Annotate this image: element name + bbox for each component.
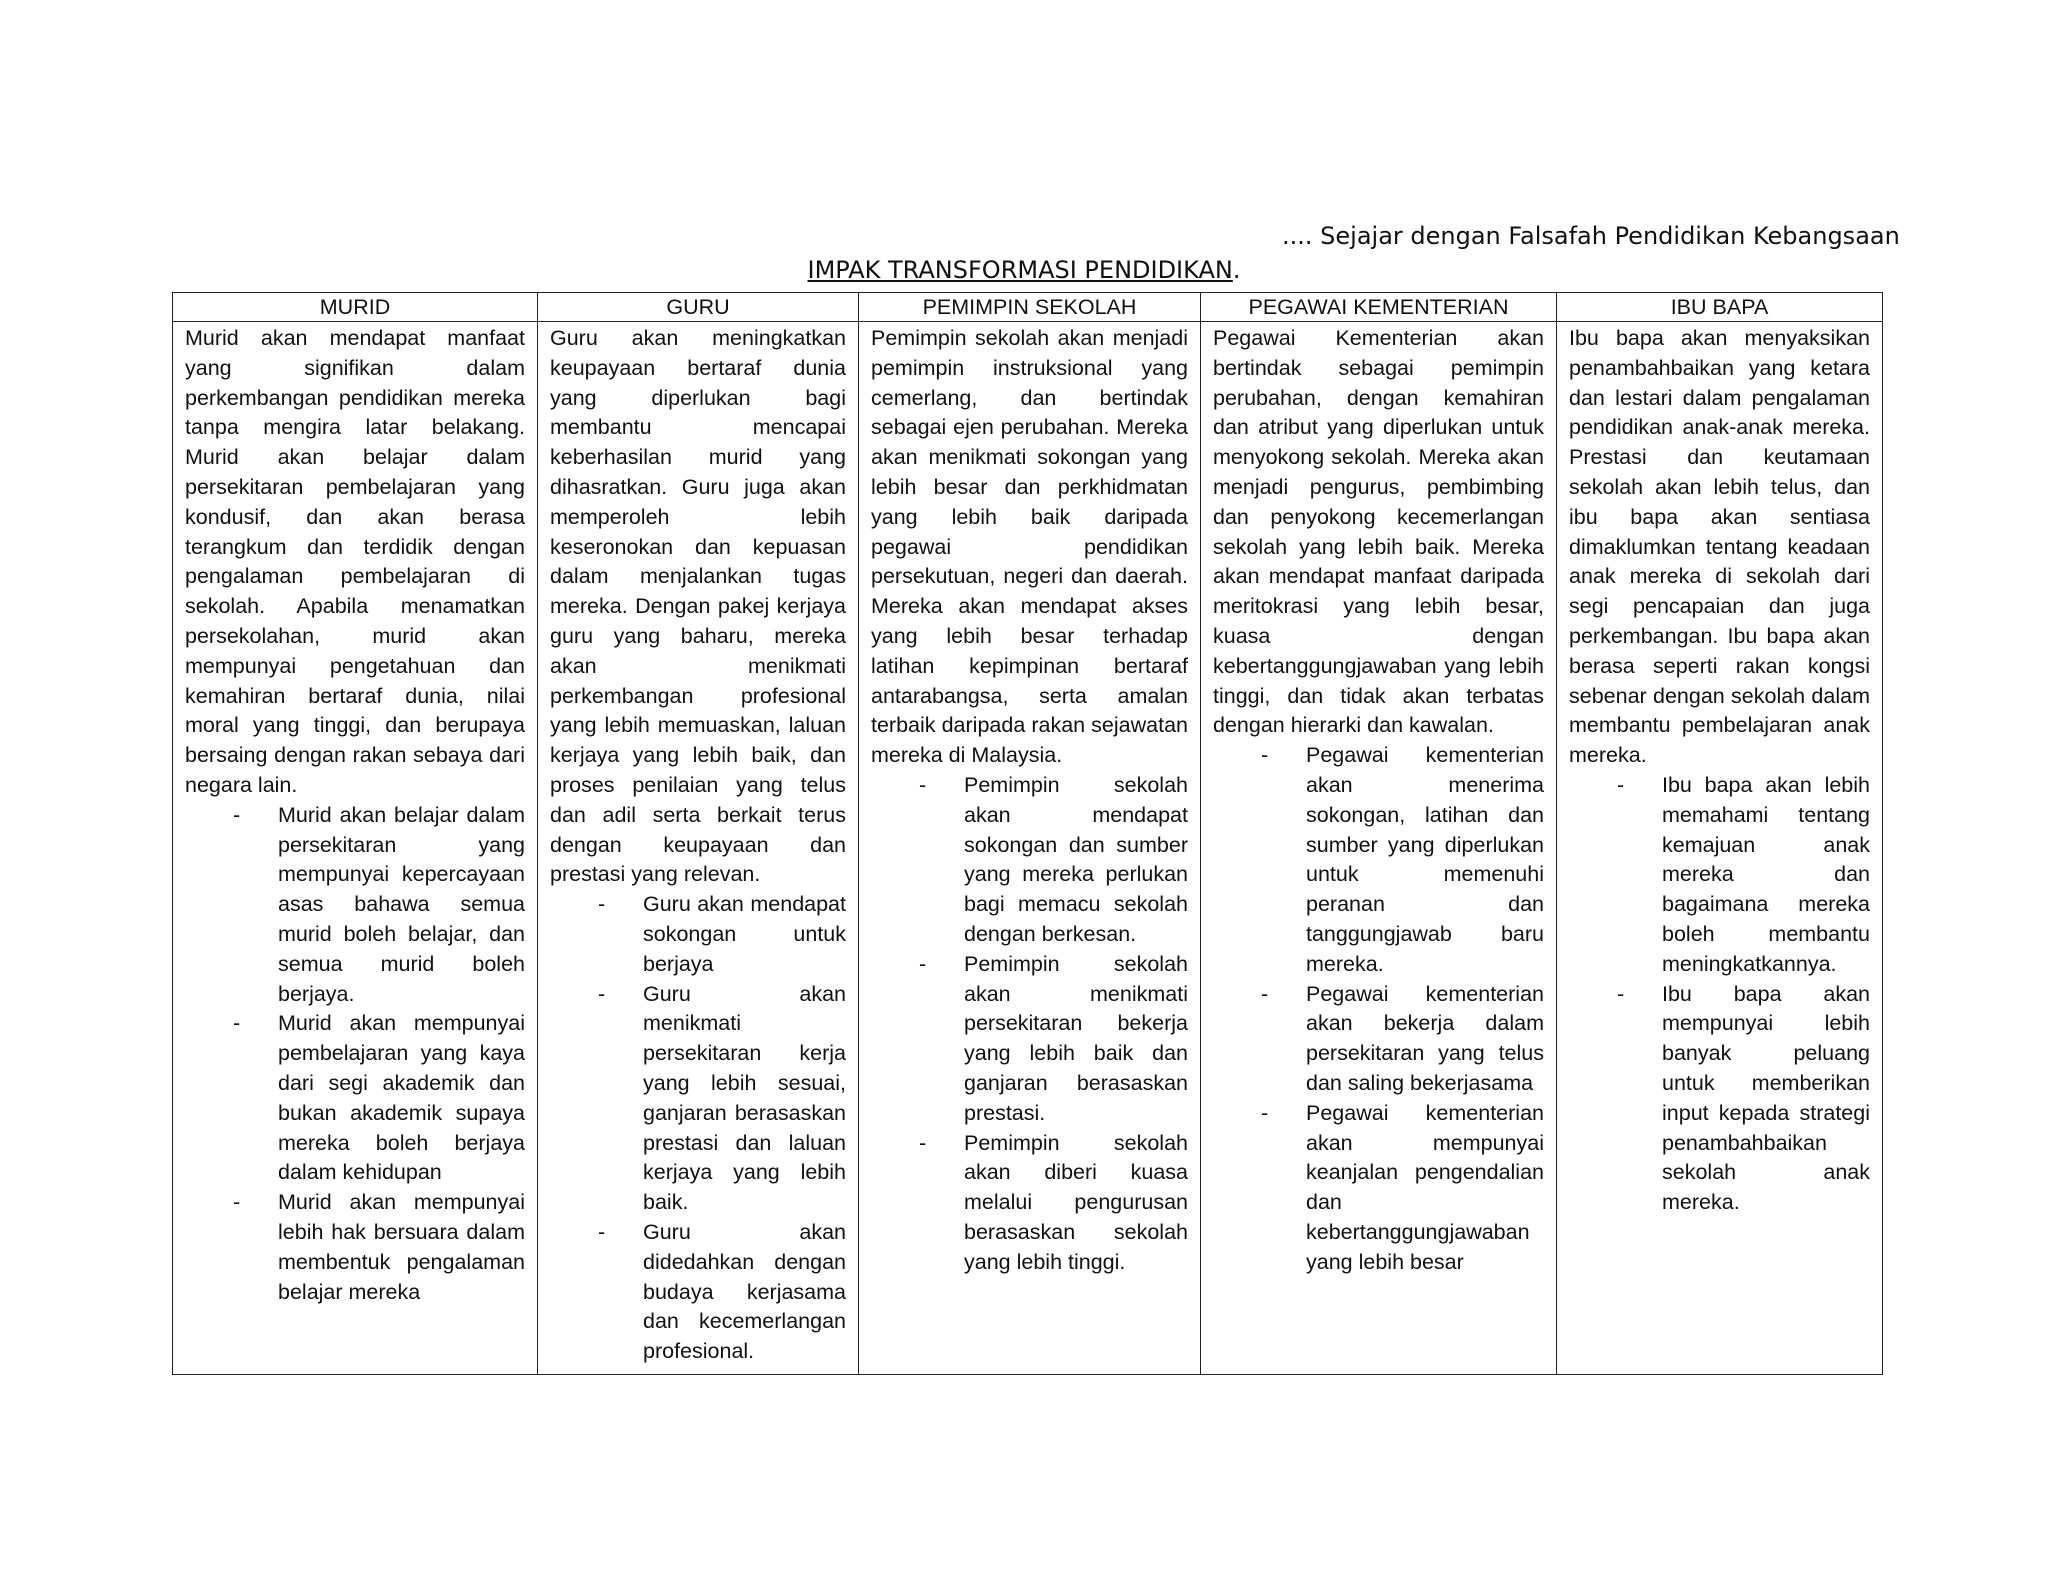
cell-pegawai-kementerian [1201,322,1557,1375]
list-item-text: Ibu bapa akan mempunyai lebih banyak peluang untuk memberikan input kepada strategi penambahbaikan sekolah anak mereka. [1662,981,1870,1215]
cell-paragraph: Guru akan meningkatkan keupayaan bertaraf dunia yang diperlukan bagi membantu mencapai keberhasilan murid yang dihasratkan. Guru juga akan memperoleh lebih keseronokan dan kepuasan dalam menjalankan tugas mereka. Dengan pakej kerjaya guru yang baharu, mereka akan menikmati perkembangan profesional yang lebih memuaskan, laluan kerjaya yang lebih baik, dan proses penilaian yang telus dan adil serta berkait terus dengan keupayaan dan prestasi yang relevan. [550,326,846,887]
list-item [185,1009,525,1188]
list-item-text: Pemimpin sekolah akan diberi kuasa melalui pengurusan berasaskan sekolah yang lebih tinggi. [964,1130,1188,1274]
page-title [0,256,2048,284]
list-item-text: Guru akan didedahkan dengan budaya kerjasama dan kecemerlangan profesional. [643,1219,846,1364]
column-header-pemimpin-sekolah: PEMIMPIN SEKOLAH [859,293,1201,322]
list-item-text: Guru akan mendapat sokongan untuk berjaya [643,892,846,976]
list-item-text: Ibu bapa akan lebih memahami tentang kemajuan anak mereka dan bagaimana mereka boleh membantu meningkatkannya. [1662,772,1870,976]
dash-bullet-icon: - [919,772,927,797]
table-header-row [173,293,1883,322]
bullet-list [1569,771,1870,1218]
dash-bullet-icon: - [1261,743,1269,768]
dash-bullet-icon: - [919,951,927,976]
list-item [550,980,846,1218]
list-item [1213,741,1544,979]
list-item-text: Pegawai kementerian akan mempunyai keanjalan pengendalian dan kebertanggungjawaban yang lebih besar [1306,1100,1544,1274]
column-header-guru: GURU [538,293,859,322]
dash-bullet-icon: - [233,1190,241,1215]
cell-murid [173,322,538,1375]
list-item-text: Pegawai kementerian akan bekerja dalam persekitaran yang telus dan saling bekerjasama [1306,981,1544,1095]
list-item-text: Pemimpin sekolah akan mendapat sokongan dan sumber yang mereka perlukan bagi memacu sekolah dengan berkesan. [964,772,1188,946]
dash-bullet-icon: - [233,802,241,827]
cell-pemimpin-sekolah [859,322,1201,1375]
cell-paragraph: Pemimpin sekolah akan menjadi pemimpin instruksional yang cemerlang, dan bertindak sebagai ejen perubahan. Mereka akan menikmati sokongan yang lebih besar dan perkhidmatan yang lebih baik daripada pegawai pendidikan persekutuan, negeri dan daerah. Mereka akan mendapat akses yang lebih besar terhadap latihan kepimpinan bertaraf antarabangsa, serta amalan terbaik daripada rakan sejawatan mereka di Malaysia. [871,326,1188,768]
bullet-list [1213,741,1544,1277]
page-title-text: IMPAK TRANSFORMASI PENDIDIKAN [807,256,1233,284]
cell-paragraph: Pegawai Kementerian akan bertindak sebagai pemimpin perubahan, dengan kemahiran dan atribut yang diperlukan untuk menyokong sekolah. Mereka akan menjadi pengurus, pembimbing dan penyokong kecemerlangan sekolah yang lebih baik. Mereka akan mendapat manfaat daripada meritokrasi yang lebih besar, kuasa dengan kebertanggungjawaban yang lebih tinggi, dan tidak akan terbatas dengan hierarki dan kawalan. [1213,326,1544,738]
list-item [871,771,1188,950]
page-title-period: . [1232,256,1241,284]
impact-table [172,292,1883,1375]
list-item [550,890,846,979]
header-note: .... Sejajar dengan Falsafah Pendidikan Kebangsaan [1282,222,1900,250]
list-item [871,1129,1188,1278]
dash-bullet-icon: - [1617,981,1625,1006]
cell-paragraph: Murid akan mendapat manfaat yang signifikan dalam perkembangan pendidikan mereka tanpa mengira latar belakang. Murid akan belajar dalam persekitaran pembelajaran yang kondusif, dan akan berasa terangkum dan terdidik dengan pengalaman pembelajaran di sekolah. Apabila menamatkan persekolahan, murid akan mempunyai pengetahuan dan kemahiran bertaraf dunia, nilai moral yang tinggi, dan berupaya bersaing dengan rakan sebaya dari negara lain. [185,326,525,797]
dash-bullet-icon: - [1261,1100,1269,1125]
dash-bullet-icon: - [598,981,606,1006]
list-item [185,1188,525,1307]
column-header-ibu-bapa: IBU BAPA [1557,293,1883,322]
dash-bullet-icon: - [598,892,606,917]
bullet-list [871,771,1188,1278]
list-item-text: Murid akan mempunyai lebih hak bersuara dalam membentuk pengalaman belajar mereka [278,1190,525,1304]
cell-ibu-bapa [1557,322,1883,1375]
table-row [173,322,1883,1375]
list-item [1569,980,1870,1218]
dash-bullet-icon: - [598,1219,606,1244]
list-item [1213,1099,1544,1278]
list-item [185,801,525,1010]
list-item-text: Pemimpin sekolah akan menikmati persekitaran bekerja yang lebih baik dan ganjaran berasaskan prestasi. [964,951,1188,1125]
list-item [1569,771,1870,980]
cell-paragraph: Ibu bapa akan menyaksikan penambahbaikan yang ketara dan lestari dalam pengalaman pendidikan anak-anak mereka. Prestasi dan keutamaan sekolah akan lebih telus, dan ibu bapa akan sentiasa dimaklumkan tentang keadaan anak mereka di sekolah dari segi pencapaian dan juga perkembangan. Ibu bapa akan berasa seperti rakan kongsi sebenar dengan sekolah dalam membantu pembelajaran anak mereka. [1569,326,1870,768]
column-header-pegawai-kementerian: PEGAWAI KEMENTERIAN [1201,293,1557,322]
bullet-list [550,890,846,1367]
cell-guru [538,322,859,1375]
list-item [871,950,1188,1129]
dash-bullet-icon: - [233,1011,241,1036]
column-header-murid: MURID [173,293,538,322]
list-item [1213,980,1544,1099]
dash-bullet-icon: - [1261,981,1269,1006]
list-item [550,1218,846,1367]
list-item-text: Guru akan menikmati persekitaran kerja yang lebih sesuai, ganjaran berasaskan prestasi dan laluan kerjaya yang lebih baik. [643,981,846,1215]
list-item-text: Murid akan mempunyai pembelajaran yang kaya dari segi akademik dan bukan akademik supaya mereka boleh berjaya dalam kehidupan [278,1011,525,1185]
bullet-list [185,801,525,1308]
list-item-text: Pegawai kementerian akan menerima sokongan, latihan dan sumber yang diperlukan untuk memenuhi peranan dan tanggungjawab baru mereka. [1306,743,1544,976]
dash-bullet-icon: - [1617,772,1625,797]
list-item-text: Murid akan belajar dalam persekitaran yang mempunyai kepercayaan asas bahawa semua murid boleh belajar, dan semua murid boleh berjaya. [278,802,525,1006]
dash-bullet-icon: - [919,1130,927,1155]
